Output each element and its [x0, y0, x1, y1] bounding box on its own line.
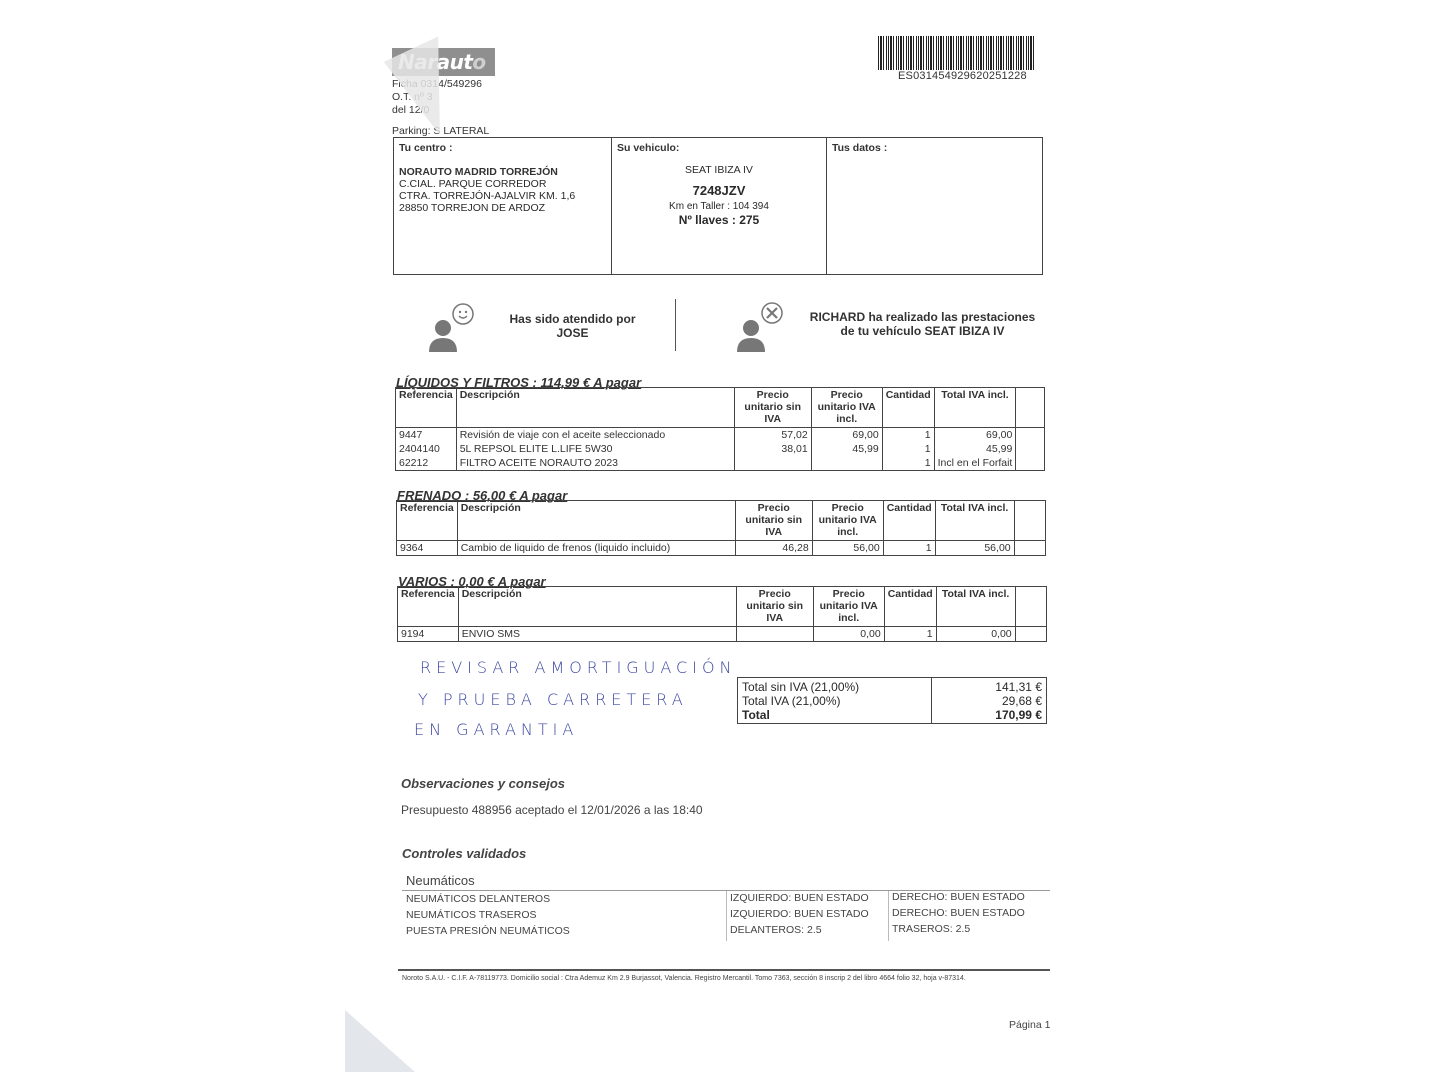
centro-address-1: C.CIAL. PARQUE CORREDOR: [399, 178, 547, 190]
footer-divider: [398, 969, 1050, 971]
row-qty: 1: [884, 627, 936, 642]
tyre-right: DERECHO: BUEN ESTADO: [892, 891, 1025, 903]
row-desc: Revisión de viaje con el aceite seleccionado: [456, 428, 734, 443]
vehicle-keys: Nº llaves : 275: [678, 213, 760, 227]
table-frenado: [396, 500, 1046, 556]
col-cantidad: Cantidad: [882, 388, 934, 428]
row-ref: 9194: [398, 627, 459, 642]
mechanic-info: [800, 310, 1045, 338]
table-liquidos: [395, 387, 1045, 471]
tyre-left: DELANTEROS: 2.5: [730, 924, 822, 936]
total-value: 170,99 €: [995, 708, 1042, 722]
row-qty: 1: [883, 541, 935, 556]
ot-number: O.T. nº 3: [392, 91, 433, 103]
tyre-right: TRASEROS: 2.5: [892, 923, 971, 935]
centro-column: [394, 138, 612, 274]
attended-by-label: Has sido atendido por: [509, 312, 636, 326]
tyre-item: NEUMÁTICOS TRASEROS: [406, 909, 537, 921]
col-referencia: Referencia: [397, 501, 458, 541]
row-blank: [1014, 541, 1045, 556]
total-sin-iva-value: 141,31 €: [995, 680, 1042, 694]
row-desc: FILTRO ACEITE NORAUTO 2023: [456, 456, 734, 471]
col-pu-sin-iva: Precio unitario sin IVA: [734, 388, 811, 428]
row-pu-sin: 46,28: [735, 541, 812, 556]
col-pu-sin-iva: Precio unitario sin IVA: [735, 501, 812, 541]
parking: Parking: S LATERAL: [392, 125, 490, 137]
col-cantidad: Cantidad: [884, 587, 936, 627]
col-blank: [1015, 587, 1046, 627]
vehiculo-column: [612, 138, 827, 274]
total-sin-iva-label: Total sin IVA (21,00%): [742, 680, 860, 694]
total-iva-value: 29,68 €: [1001, 694, 1042, 708]
col-blank: [1014, 501, 1045, 541]
section-title-liquidos: LÍQUIDOS Y FILTROS : 114,99 € A pagar: [396, 375, 642, 390]
barcode: [878, 36, 1036, 70]
row-desc: 5L REPSOL ELITE L.LIFE 5W30: [456, 442, 734, 456]
norauto-logo: Narauto: [392, 48, 495, 76]
col-total: Total IVA incl.: [934, 388, 1016, 428]
centro-address-2: CTRA. TORREJÓN-AJALVIR KM. 1,6: [399, 190, 576, 202]
col-pu-sin-iva: Precio unitario sin IVA: [736, 587, 813, 627]
neumaticos-subtitle: Neumáticos: [406, 873, 475, 888]
page-corner-fold: [345, 1010, 415, 1072]
section-title-frenado: FRENADO : 56,00 € A pagar: [397, 488, 568, 503]
row-desc: ENVIO SMS: [458, 627, 736, 642]
row-qty: 1: [882, 442, 934, 456]
centro-address-3: 28850 TORREJON DE ARDOZ: [399, 202, 546, 214]
col-blank: [1016, 388, 1045, 428]
handwritten-note-line-1: REVISAR AMORTIGUACIÓN: [420, 658, 737, 677]
col-descripcion: Descripción: [456, 388, 734, 428]
ot-date: del 12/0: [392, 104, 430, 116]
table-varios: [397, 586, 1047, 642]
row-pu-con: 69,00: [811, 428, 882, 443]
table-row: [397, 541, 1046, 556]
tyre-right: DERECHO: BUEN ESTADO: [892, 907, 1025, 919]
handwritten-note-line-2: Y PRUEBA CARRETERA: [418, 690, 688, 709]
handwritten-note-line-3: EN GARANTIA: [414, 720, 579, 739]
row-pu-con: 0,00: [813, 627, 884, 642]
row-total: Incl en el Forfait: [934, 456, 1016, 471]
row-pu-sin: [734, 456, 811, 471]
row-qty: 1: [882, 456, 934, 471]
controles-col-divider-2: [888, 891, 889, 941]
attended-by: [500, 312, 645, 340]
attendant-name: JOSE: [556, 326, 589, 340]
row-ref: 62212: [396, 456, 457, 471]
row-total: 69,00: [934, 428, 1016, 443]
section-title-varios: VARIOS : 0,00 € A pagar: [398, 574, 546, 589]
row-pu-con: 45,99: [811, 442, 882, 456]
row-pu-sin: 57,02: [734, 428, 811, 443]
observaciones-title: Observaciones y consejos: [401, 776, 566, 791]
row-total: 45,99: [934, 442, 1016, 456]
footer-legal: Noroto S.A.U. - C.I.F. A-78119773. Domicilio social : Ctra Ademuz Km 2.9 Burjassot, Valencia. Registro Mercantil. Tomo 7363, sección 8 inscrip 2 del libro 4664 folio 32, hoja v-87314.: [402, 975, 966, 982]
row-blank: [1016, 442, 1045, 456]
col-pu-iva: Precio unitario IVA incl.: [812, 501, 883, 541]
person-tools-icon: [734, 302, 786, 352]
row-ref: 9364: [397, 541, 458, 556]
row-pu-sin: [736, 627, 813, 642]
barcode-number: ES031454929620251228: [898, 70, 1027, 82]
col-cantidad: Cantidad: [883, 501, 935, 541]
total-iva-label: Total IVA (21,00%): [742, 694, 841, 708]
centro-name: NORAUTO MADRID TORREJÓN: [399, 166, 558, 178]
tyre-item: PUESTA PRESIÓN NEUMÁTICOS: [406, 925, 570, 937]
col-pu-iva: Precio unitario IVA incl.: [813, 587, 884, 627]
table-row: [396, 428, 1045, 443]
tyre-left: IZQUIERDO: BUEN ESTADO: [730, 908, 869, 920]
attendance-divider: [675, 299, 676, 351]
ficha-number: Ficha 0314/549296: [392, 78, 482, 90]
row-pu-con: [811, 456, 882, 471]
col-referencia: Referencia: [396, 388, 457, 428]
row-blank: [1016, 428, 1045, 443]
row-qty: 1: [882, 428, 934, 443]
total-label: Total: [742, 708, 770, 722]
vehiculo-label: Su vehiculo:: [617, 142, 680, 154]
centro-label: Tu centro :: [399, 142, 453, 154]
row-total: 56,00: [935, 541, 1014, 556]
table-row: [396, 456, 1045, 471]
row-pu-sin: 38,01: [734, 442, 811, 456]
col-descripcion: Descripción: [458, 587, 736, 627]
row-desc: Cambio de liquido de frenos (liquido incluido): [457, 541, 735, 556]
datos-label: Tus datos :: [832, 142, 888, 154]
vehicle-model: SEAT IBIZA IV: [685, 164, 753, 176]
vehicle-plate: 7248JZV: [692, 183, 746, 198]
row-blank: [1015, 627, 1046, 642]
col-referencia: Referencia: [398, 587, 459, 627]
row-total: 0,00: [936, 627, 1015, 642]
page-number: Página 1: [1009, 1019, 1051, 1031]
person-smile-icon: [426, 302, 478, 352]
mechanic-line-1: RICHARD ha realizado las prestaciones: [809, 310, 1036, 324]
vehicle-km: Km en Taller : 104 394: [669, 201, 769, 212]
info-box: [393, 137, 1043, 275]
row-blank: [1016, 456, 1045, 471]
mechanic-line-2: de tu vehículo SEAT IBIZA IV: [840, 324, 1005, 338]
totals-box: [737, 677, 1047, 724]
datos-column: [827, 138, 1042, 274]
col-total: Total IVA incl.: [936, 587, 1015, 627]
col-total: Total IVA incl.: [935, 501, 1014, 541]
table-row: [398, 627, 1047, 642]
row-ref: 2404140: [396, 442, 457, 456]
col-descripcion: Descripción: [457, 501, 735, 541]
row-pu-con: 56,00: [812, 541, 883, 556]
tyre-item: NEUMÁTICOS DELANTEROS: [406, 893, 551, 905]
tyre-left: IZQUIERDO: BUEN ESTADO: [730, 892, 869, 904]
observaciones-text: Presupuesto 488956 aceptado el 12/01/2026 a las 18:40: [401, 803, 703, 817]
row-ref: 9447: [396, 428, 457, 443]
table-row: [396, 442, 1045, 456]
controles-col-divider-1: [726, 891, 727, 941]
col-pu-iva: Precio unitario IVA incl.: [811, 388, 882, 428]
controles-title: Controles validados: [402, 846, 527, 861]
